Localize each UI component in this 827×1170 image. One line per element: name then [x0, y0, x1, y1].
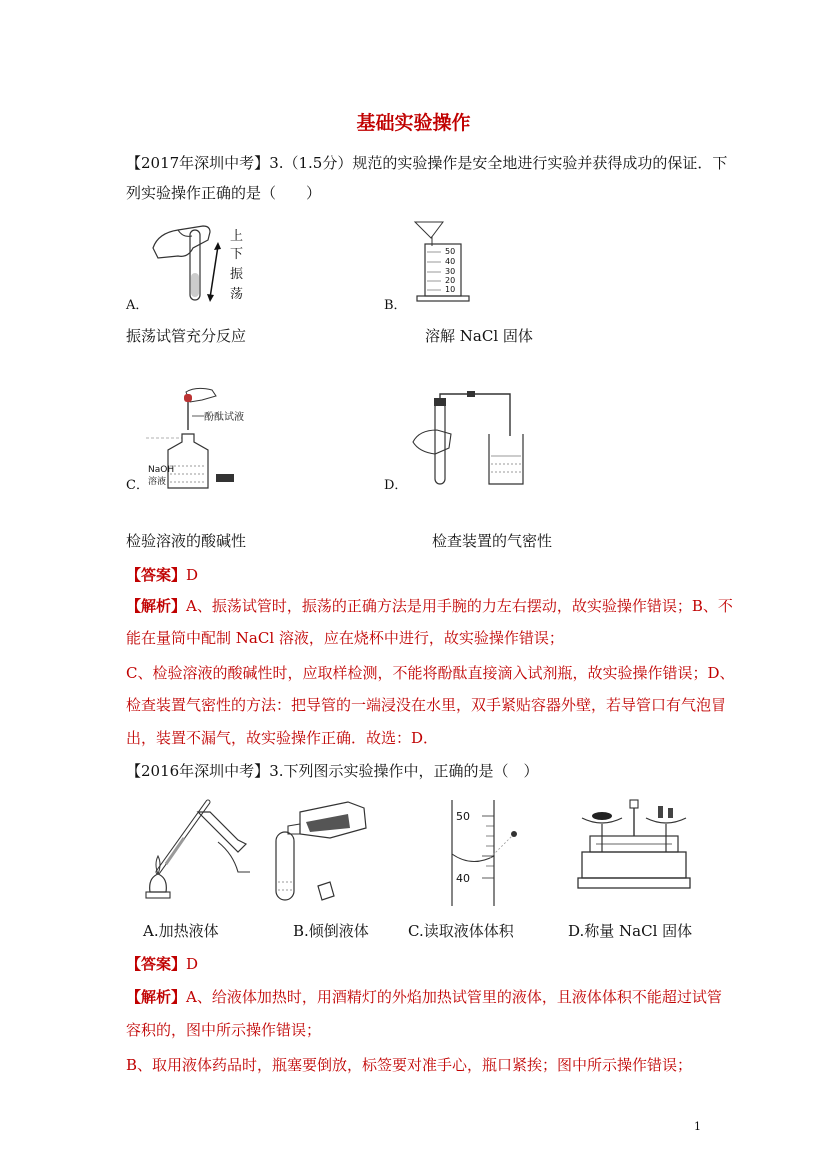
q1-figure-d-airtight — [405, 390, 530, 490]
fig-c-naoh-label: NaOH — [148, 465, 175, 475]
q2-source: 【2016年深圳中考】 — [126, 762, 270, 780]
q1-figure-a-shake-tube — [148, 218, 258, 308]
fig-c-solution-label: 溶液 — [148, 477, 167, 487]
q1-analysis-text-1: A、振荡试管时，振荡的正确方法是用手腕的力左右摆动，故实验操作错误；B、不 — [186, 597, 733, 615]
fig-a-text-4: 荡 — [230, 287, 244, 302]
q2-option-a-caption: A.加热液体 — [143, 922, 219, 940]
fig-b-tick-40: 40 — [445, 257, 456, 266]
q2-figure-c-reading — [440, 796, 540, 908]
fig-b-tick-20: 20 — [445, 276, 456, 285]
q2-option-c-caption: C.读取液体体积 — [408, 922, 514, 940]
q1-option-a-caption: 振荡试管充分反应 — [126, 327, 247, 345]
fig-c-indicator-label: 酚酞试液 — [204, 412, 244, 423]
page-title: 基础实验操作 — [356, 112, 471, 134]
q2-answer — [126, 953, 198, 974]
fig-b-tick-10: 10 — [445, 285, 456, 294]
q2-option-d-caption: D.称量 NaCl 固体 — [568, 922, 693, 940]
q1-option-a-label: A． — [126, 298, 149, 313]
q1-answer-value: D — [186, 566, 199, 584]
q1-answer-tag: 【答案】 — [126, 566, 187, 584]
q1-option-d-label: D． — [384, 478, 408, 493]
q2-analysis-line1 — [126, 986, 722, 1007]
q2-option-b-caption: B.倾倒液体 — [293, 922, 369, 940]
q2-analysis-text-1: A、给液体加热时，用酒精灯的外焰加热试管里的液体，且液体体积不能超过试管 — [186, 988, 722, 1006]
q1-stem-text: 3.（1.5分）规范的实验操作是安全地进行实验并获得成功的保证．下 — [269, 154, 728, 172]
fig-b-tick-50: 50 — [445, 247, 456, 256]
q2-figure-a-heating — [138, 792, 253, 907]
q1-stem-line2: 列实验操作正确的是（ ） — [126, 184, 322, 202]
q2-analysis-line2: 容积的，图中所示操作错误； — [126, 1021, 322, 1039]
q1-option-c-label: C． — [126, 478, 149, 493]
q1-analysis-line2: 能在量筒中配制 NaCl 溶液，应在烧杯中进行，故实验操作错误； — [126, 629, 564, 647]
q2-stem — [126, 760, 539, 781]
q1-analysis-line3: C、检验溶液的酸碱性时，应取样检测，不能将酚酞直接滴入试剂瓶，故实验操作错误；D、 — [126, 664, 735, 682]
q1-analysis-tag: 【解析】 — [126, 597, 187, 615]
q1-figure-c-dropper — [146, 384, 266, 492]
q2-answer-tag: 【答案】 — [126, 955, 187, 973]
q2-analysis-line3: B、取用液体药品时，瓶塞要倒放，标签要对准手心，瓶口紧挨；图中所示操作错误； — [126, 1056, 693, 1074]
q1-analysis-line1 — [126, 595, 733, 616]
q1-option-b-caption: 溶解 NaCl 固体 — [425, 327, 533, 345]
q1-option-c-caption: 检验溶液的酸碱性 — [126, 532, 247, 550]
q2-answer-value: D — [186, 955, 199, 973]
fig-b-tick-30: 30 — [445, 267, 456, 276]
page-number: 1 — [694, 1120, 701, 1133]
q1-source: 【2017年深圳中考】 — [126, 154, 270, 172]
fig-a-text-2: 下 — [230, 247, 244, 262]
q2-figure-b-pouring — [270, 798, 378, 908]
q1-analysis-line5: 出，装置不漏气，故实验操作正确．故选：D． — [126, 729, 439, 747]
q2-stem-text: 3.下列图示实验操作中，正确的是（ ） — [269, 762, 539, 780]
fig-c2-tick-40: 40 — [456, 872, 470, 885]
fig-a-text-1: 上 — [230, 229, 244, 244]
q1-option-b-label: B． — [384, 298, 407, 313]
q1-stem-line1 — [126, 152, 727, 173]
q1-option-d-caption: 检查装置的气密性 — [432, 532, 553, 550]
fig-c2-tick-50: 50 — [456, 810, 470, 823]
q2-figure-d-balance — [576, 796, 691, 904]
fig-a-text-3: 振 — [230, 267, 244, 282]
q2-analysis-tag: 【解析】 — [126, 988, 187, 1006]
q1-figure-b-cylinder — [405, 216, 485, 306]
q1-answer — [126, 564, 198, 585]
q1-analysis-line4: 检查装置气密性的方法：把导管的一端浸没在水里，双手紧贴容器外壁，若导管口有气泡冒 — [126, 696, 727, 714]
